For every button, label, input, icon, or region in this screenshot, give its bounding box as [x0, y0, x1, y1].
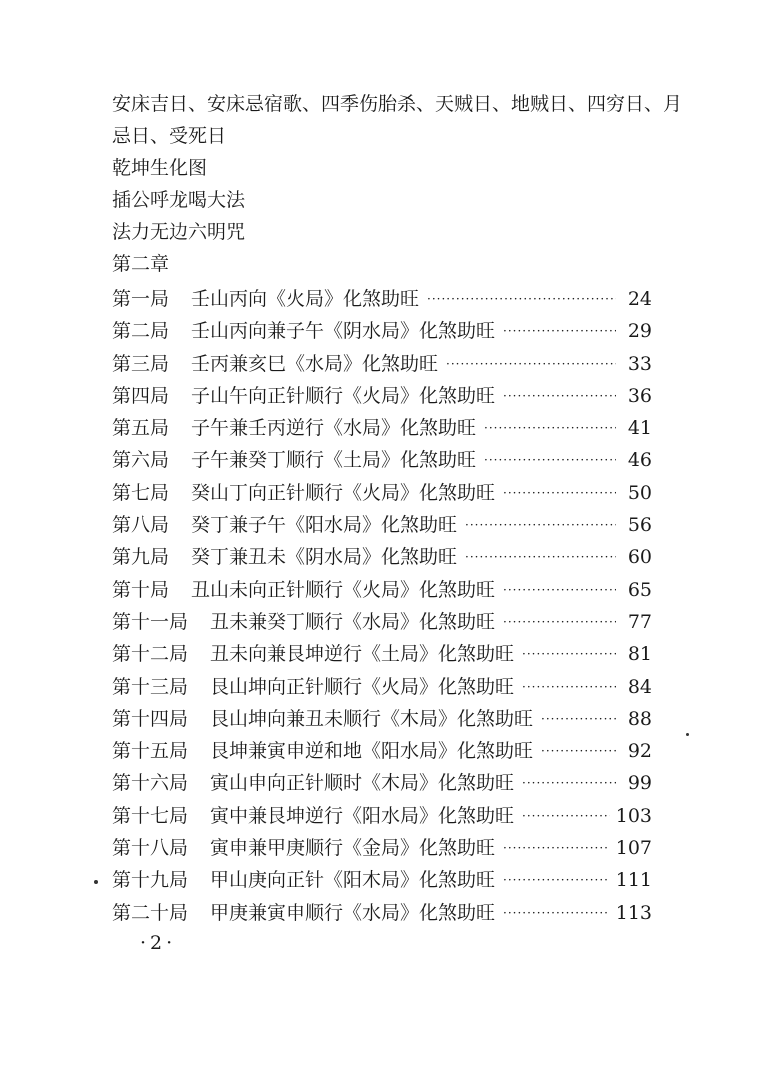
toc-entry-page: 107: [615, 837, 652, 860]
toc-entry: [112, 316, 652, 348]
toc-leader-dots: [503, 841, 610, 855]
scan-speck: [94, 880, 98, 884]
toc-entry: [112, 801, 652, 833]
toc-entry: [112, 575, 652, 607]
toc-entry: [112, 445, 652, 477]
toc-entry: [112, 607, 652, 639]
toc-entry: [112, 672, 652, 704]
toc-entry-title: 甲庚兼寅申顺行《水局》化煞助旺: [210, 901, 496, 924]
toc-entry-page: 65: [627, 578, 652, 601]
scan-speck: [686, 733, 689, 736]
toc-entry-page: 56: [627, 514, 652, 537]
toc-entry: [112, 510, 652, 542]
toc-entry-title: 癸山丁向正针顺行《火局》化煞助旺: [191, 481, 496, 504]
toc-entry-number: 第十四局: [112, 707, 189, 730]
toc-entry-number: 第五局: [112, 417, 170, 440]
toc-entry-title: 壬丙兼亥巳《水局》化煞助旺: [191, 352, 439, 375]
toc-entry-page: 77: [627, 610, 652, 633]
toc-leader-dots: [427, 292, 616, 306]
toc-leader-dots: [522, 809, 610, 823]
toc-entry-number: 第二十局: [112, 901, 189, 924]
toc-entry: [112, 736, 652, 768]
toc-leader-dots: [522, 680, 616, 694]
toc-entry-title: 壬山丙向《火局》化煞助旺: [191, 288, 420, 310]
toc-entry-number: 第十局: [112, 578, 170, 601]
toc-entry: [112, 413, 652, 445]
toc-entry-number: 第十六局: [112, 772, 189, 795]
toc-entry-title: 丑未兼癸丁顺行《水局》化煞助旺: [210, 610, 496, 633]
toc-entry-number: 第十八局: [112, 837, 189, 860]
intro-line: 忌日、受死日: [112, 125, 227, 147]
toc-entry-number: 第十五局: [112, 740, 189, 763]
page-number: ·2·: [140, 932, 177, 954]
toc-entry-page: 99: [627, 772, 652, 795]
toc-entry-page: 46: [627, 449, 652, 472]
toc-entry-title: 艮坤兼寅申逆和地《阳水局》化煞助旺: [210, 740, 534, 763]
toc-entry-page: 24: [627, 288, 652, 310]
toc-entry-number: 第八局: [112, 514, 170, 537]
intro-section: [112, 88, 683, 280]
toc-entry-title: 子山午向正针顺行《火局》化煞助旺: [191, 384, 496, 407]
toc-leader-dots: [503, 583, 616, 597]
toc-entry-number: 第二局: [112, 320, 170, 343]
intro-line: 安床吉日、安床忌宿歌、四季伤胎杀、天贼日、地贼日、四穷日、月: [112, 93, 683, 115]
toc-leader-dots: [503, 389, 616, 403]
toc-entry-page: 29: [627, 320, 652, 343]
toc-entry-page: 81: [627, 643, 652, 666]
intro-line: 插公呼龙喝大法: [112, 189, 246, 211]
toc-entry-page: 92: [627, 740, 652, 763]
toc-entry-page: 60: [627, 546, 652, 569]
toc-entry-title: 癸丁兼子午《阳水局》化煞助旺: [191, 514, 458, 537]
toc-entry-number: 第六局: [112, 449, 170, 472]
toc-entry-title: 丑山未向正针顺行《火局》化煞助旺: [191, 578, 496, 601]
toc-entry-number: 第十三局: [112, 675, 189, 698]
toc-entry-number: 第十七局: [112, 804, 189, 827]
toc-entry-number: 第一局: [112, 288, 170, 310]
toc-entry-number: 第十九局: [112, 869, 189, 892]
toc-leader-dots: [541, 744, 616, 758]
toc-entry: [112, 833, 652, 865]
toc-leader-dots: [446, 357, 616, 371]
toc-entry: [112, 284, 652, 316]
toc-leader-dots: [522, 647, 616, 661]
toc-entry-page: 84: [627, 675, 652, 698]
toc-entry-page: 103: [615, 804, 652, 827]
toc-entry-title: 寅中兼艮坤逆行《阳水局》化煞助旺: [210, 804, 515, 827]
toc-entry-title: 子午兼癸丁顺行《土局》化煞助旺: [191, 449, 477, 472]
toc-leader-dots: [465, 550, 616, 564]
toc-entry-page: 36: [627, 384, 652, 407]
toc-entry-page: 50: [627, 481, 652, 504]
toc-leader-dots: [503, 873, 610, 887]
toc-entry-page: 88: [627, 707, 652, 730]
toc-entry-page: 113: [615, 901, 652, 924]
toc-entry: [112, 898, 652, 930]
toc-entry-number: 第十二局: [112, 643, 189, 666]
toc-entry-title: 寅山申向正针顺时《木局》化煞助旺: [210, 772, 515, 795]
toc-entry-number: 第十一局: [112, 610, 189, 633]
toc-entry-title: 寅申兼甲庚顺行《金局》化煞助旺: [210, 837, 496, 860]
intro-line: 法力无边六明咒: [112, 221, 246, 243]
toc-entry-number: 第七局: [112, 481, 170, 504]
toc-entry-title: 丑未向兼艮坤逆行《土局》化煞助旺: [210, 643, 515, 666]
toc-entry: [112, 349, 652, 381]
toc-entry-number: 第九局: [112, 546, 170, 569]
toc-entry-title: 子午兼壬丙逆行《水局》化煞助旺: [191, 417, 477, 440]
toc-entry-page: 41: [627, 417, 652, 440]
toc-leader-dots: [522, 776, 616, 790]
toc-entry: [112, 381, 652, 413]
toc-entry: [112, 542, 652, 574]
toc-leader-dots: [503, 324, 616, 338]
toc-entry-title: 甲山庚向正针《阳木局》化煞助旺: [210, 869, 496, 892]
toc-entry-title: 艮山坤向正针顺行《火局》化煞助旺: [210, 675, 515, 698]
toc-leader-dots: [484, 453, 616, 467]
toc-leader-dots: [503, 906, 610, 920]
toc-entry-title: 艮山坤向兼丑未顺行《木局》化煞助旺: [210, 707, 534, 730]
toc-entry-page: 111: [615, 869, 652, 892]
toc-entry: [112, 865, 652, 897]
table-of-contents: [112, 284, 652, 930]
toc-entry-title: 壬山丙向兼子午《阴水局》化煞助旺: [191, 320, 496, 343]
toc-entry-number: 第三局: [112, 352, 170, 375]
chapter-heading: 第二章: [112, 253, 170, 275]
toc-entry: [112, 639, 652, 671]
toc-leader-dots: [503, 615, 616, 629]
toc-entry-title: 癸丁兼丑未《阴水局》化煞助旺: [191, 546, 458, 569]
toc-entry: [112, 768, 652, 800]
toc-entry-page: 33: [627, 352, 652, 375]
toc-entry-number: 第四局: [112, 384, 170, 407]
toc-leader-dots: [541, 712, 616, 726]
toc-entry: [112, 704, 652, 736]
toc-entry: [112, 478, 652, 510]
toc-leader-dots: [484, 421, 616, 435]
toc-leader-dots: [465, 518, 616, 532]
intro-line: 乾坤生化图: [112, 157, 208, 179]
toc-leader-dots: [503, 486, 616, 500]
